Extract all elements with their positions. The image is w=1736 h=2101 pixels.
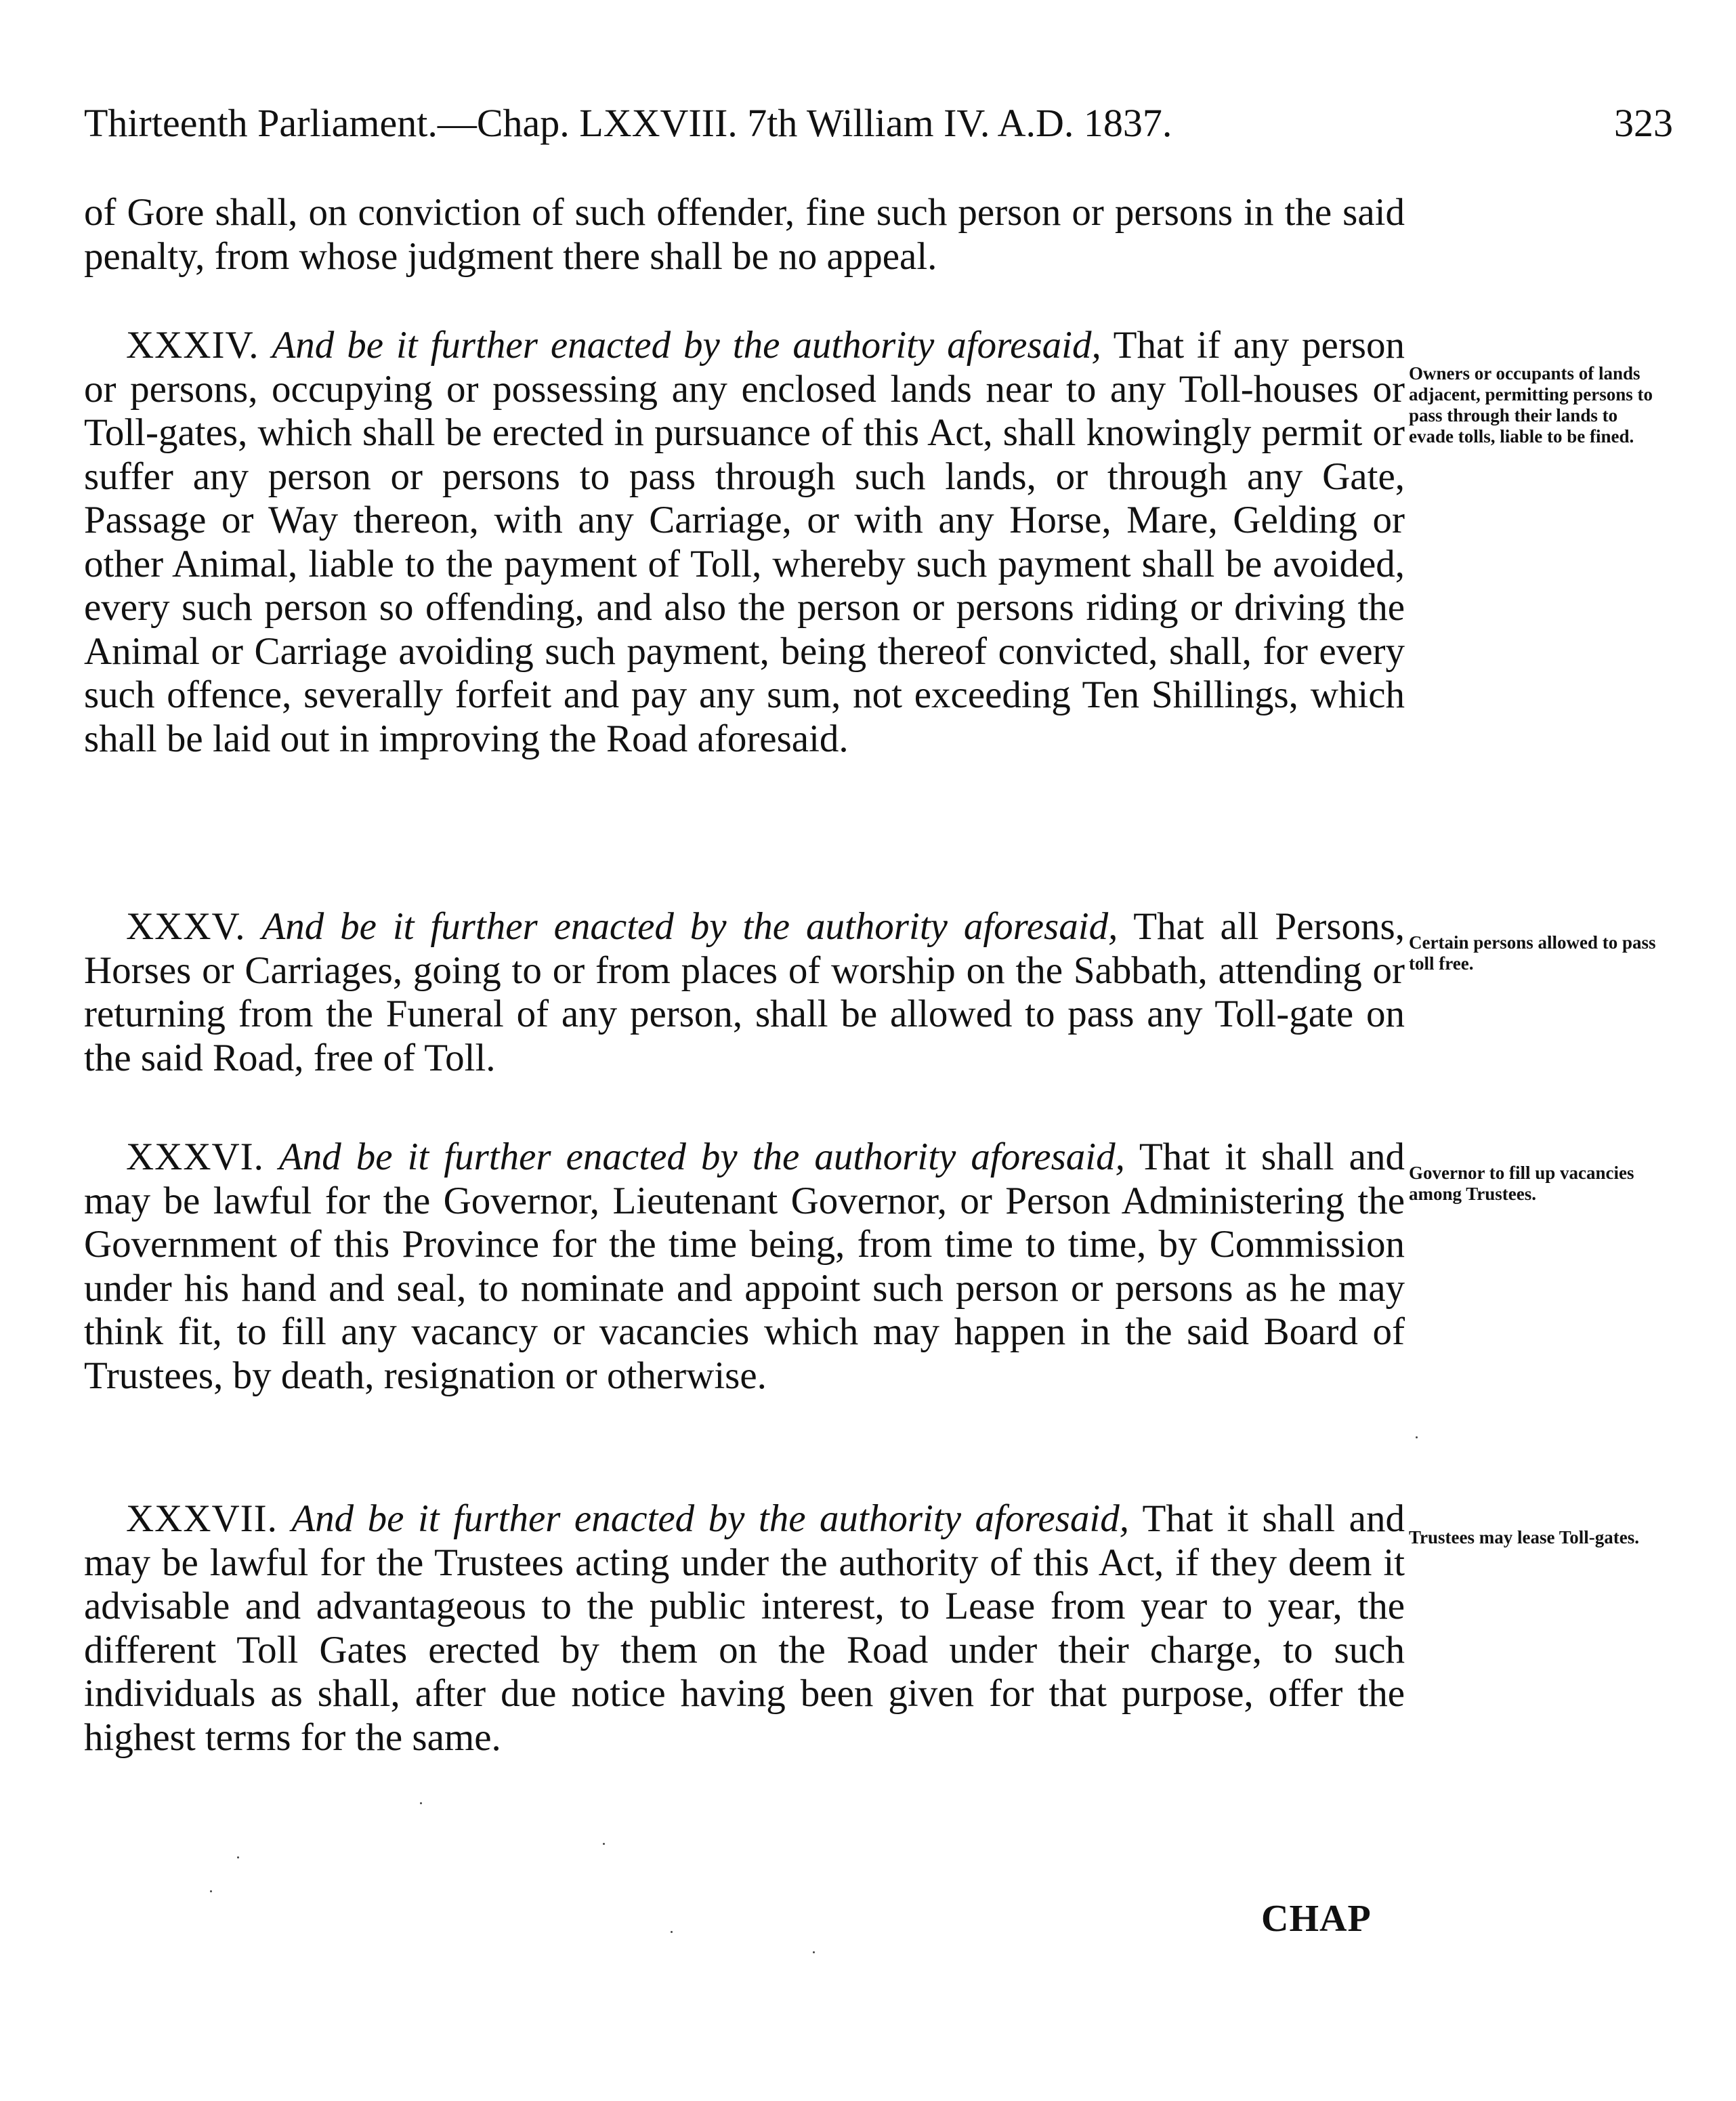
section-34-text: That if any person or persons, occupying or possessing any enclosed lands near to any Toll-houses or Toll-gates, which shall be erected in pursuance of this Act, shall knowingly permit or suffer any person or persons to pass through such lands, or through any Gate, Passage or Way thereon, with any Carriage, or with any Horse, Mare, Gelding or other Animal, liable to the payment of Toll, whereby such payment shall be avoided, every such person so offending, and also the person or persons riding or driving the Animal or Carriage avoiding such payment, being thereof convicted, shall, for every such offence, severally forfeit and pay any sum, not exceeding Ten Shillings, which shall be laid out in improving the Road aforesaid. bbox=[84, 324, 1405, 760]
scan-speck bbox=[671, 1931, 673, 1933]
section-37-enacting-clause: And be it further enacted by the authority aforesaid, bbox=[291, 1497, 1129, 1540]
section-36-text: That it shall and may be lawful for the Governor, Lieutenant Governor, or Person Administering the Government of this Province for the time being, from time to time, by Commission under his hand and seal, to nominate and appoint such person or persons as he may think fit, to fill any vacancy or vacancies which may happen in the said Board of Trustees, by death, resignation or otherwise. bbox=[84, 1136, 1405, 1397]
scan-speck bbox=[420, 1802, 422, 1804]
scan-speck bbox=[813, 1951, 815, 1953]
section-35-number: XXXV. bbox=[126, 905, 246, 948]
page-number: 323 bbox=[1614, 101, 1673, 145]
scan-speck bbox=[237, 1856, 239, 1858]
section-36-number: XXXVI. bbox=[126, 1136, 264, 1178]
continuation-text: of Gore shall, on conviction of such offender, fine such person or persons in the said penalty, from whose judgment there shall be no appeal. bbox=[84, 191, 1405, 278]
margin-note-section-34: Owners or occupants of lands adjacent, permitting persons to pass through their lands to evade tolls, liable to be fined. bbox=[1409, 363, 1653, 446]
scan-speck bbox=[210, 1890, 212, 1892]
section-35-enacting-clause: And be it further enacted by the authority aforesaid, bbox=[261, 905, 1118, 948]
section-37 bbox=[84, 1497, 1405, 1760]
section-34-enacting-clause: And be it further enacted by the authority aforesaid, bbox=[272, 324, 1101, 367]
margin-note-section-37: Trustees may lease Toll-gates. bbox=[1409, 1527, 1639, 1547]
section-34 bbox=[84, 324, 1405, 761]
scan-speck bbox=[1416, 1436, 1418, 1438]
section-37-number: XXXVII. bbox=[126, 1497, 278, 1540]
continuation-paragraph bbox=[84, 191, 1405, 278]
margin-note-section-36: Governor to fill up vacancies among Trustees. bbox=[1409, 1163, 1634, 1204]
margin-note-section-35: Certain persons allowed to pass toll free. bbox=[1409, 932, 1656, 974]
section-36-enacting-clause: And be it further enacted by the authority aforesaid, bbox=[278, 1136, 1125, 1178]
section-37-text: That it shall and may be lawful for the Trustees acting under the authority of this Act, if they deem it advisable and advantageous to the public interest, to Lease from year to year, the different Toll Gates erected by them on the Road under their charge, to such individuals as shall, after due notice having been given for that purpose, offer the highest terms for the same. bbox=[84, 1497, 1405, 1759]
section-35 bbox=[84, 905, 1405, 1080]
scan-speck bbox=[603, 1843, 605, 1845]
running-title: Thirteenth Parliament.—Chap. LXXVIII. 7th William IV. A.D. 1837. bbox=[84, 101, 1172, 145]
catchword: CHAP bbox=[1261, 1898, 1372, 1940]
section-34-number: XXXIV. bbox=[126, 324, 259, 367]
section-35-text: That all Persons, Horses or Carriages, going to or from places of worship on the Sabbath, attending or returning from the Funeral of any person, shall be allowed to pass any Toll-gate on the said Road, free of Toll. bbox=[84, 905, 1405, 1079]
section-36 bbox=[84, 1136, 1405, 1398]
